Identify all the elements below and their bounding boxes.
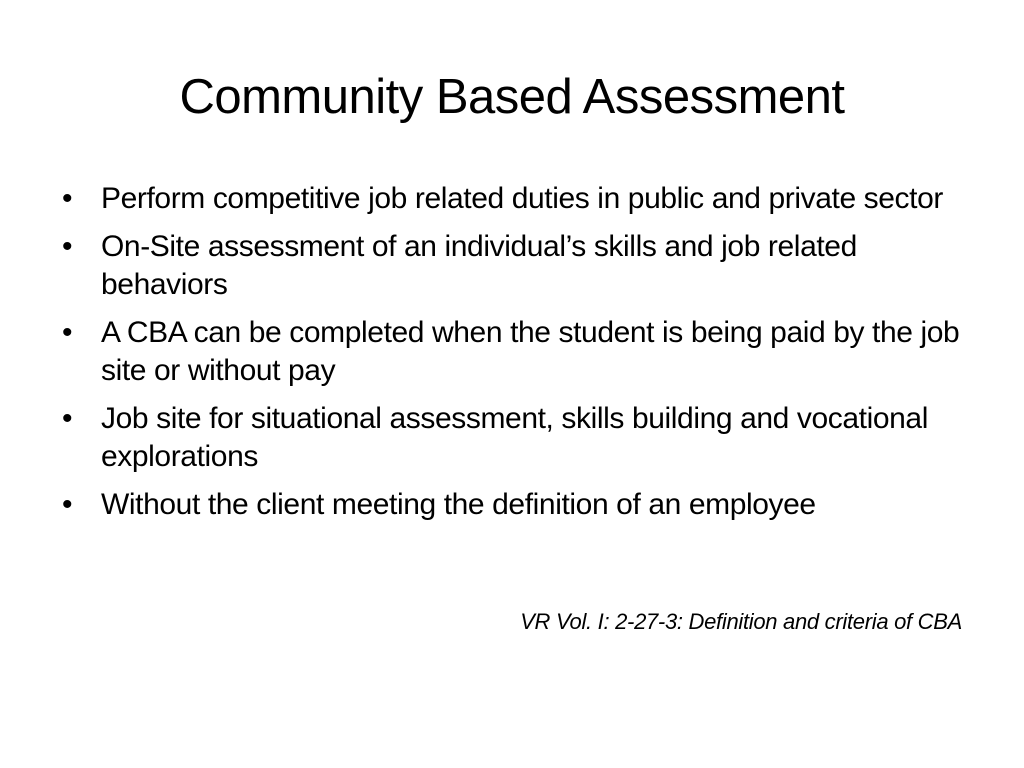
citation: VR Vol. I: 2-27-3: Definition and criteria of CBA [520, 609, 962, 634]
list-item [62, 400, 972, 476]
bullet-marker: • [62, 182, 73, 215]
bullet-text: Job site for situational assessment, skills building and vocational explorations [101, 402, 928, 473]
list-item [62, 486, 972, 524]
bullet-text: Perform competitive job related duties in public and private sector [101, 182, 943, 215]
bullet-text: Without the client meeting the definition of an employee [101, 488, 816, 521]
list-item [62, 228, 972, 304]
bullet-marker: • [62, 402, 73, 435]
bullet-marker: • [62, 488, 73, 521]
bullet-marker: • [62, 316, 73, 349]
bullet-list [62, 180, 972, 534]
bullet-text: On-Site assessment of an individual’s skills and job related behaviors [101, 230, 857, 301]
list-item [62, 180, 972, 218]
slide-title: Community Based Assessment [179, 70, 845, 124]
bullet-text: A CBA can be completed when the student is being paid by the job site or without pay [101, 316, 960, 387]
list-item [62, 314, 972, 390]
bullet-marker: • [62, 230, 73, 263]
